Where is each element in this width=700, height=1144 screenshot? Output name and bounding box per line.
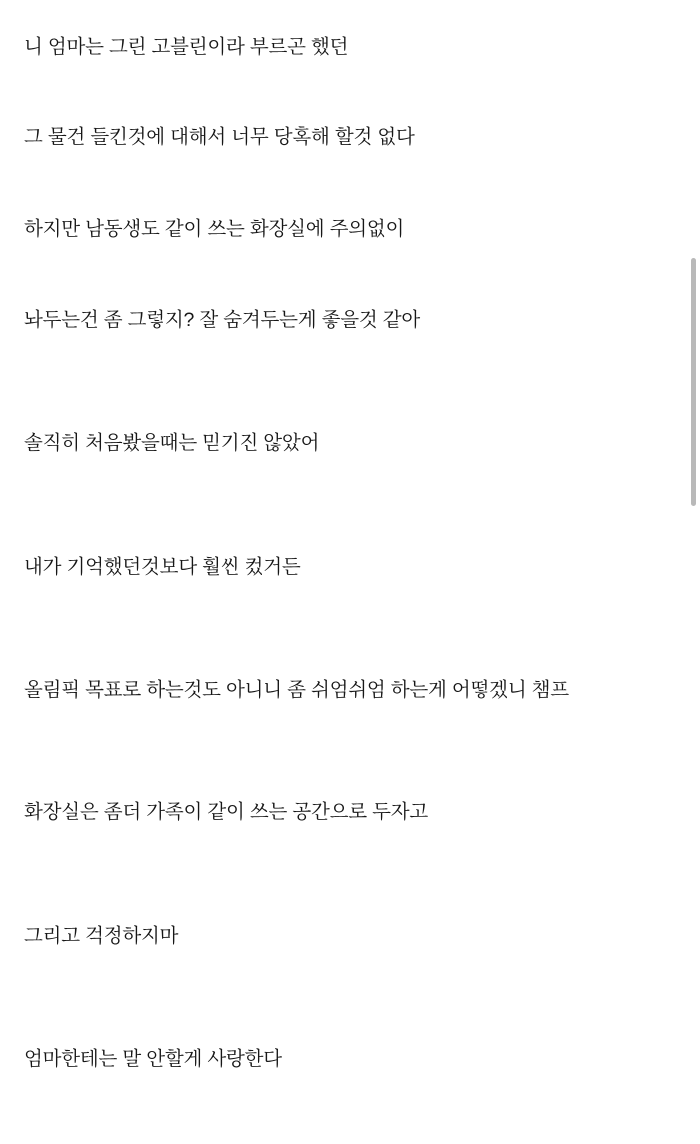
scrollbar-track[interactable]	[693, 0, 698, 1144]
text-line: 솔직히 처음봤을때는 믿기진 않았어	[24, 432, 320, 455]
text-line: 그 물건 들킨것에 대해서 너무 당혹해 할것 없다	[24, 126, 415, 149]
text-line: 올림픽 목표로 하는것도 아니니 좀 쉬엄쉬엄 하는게 어떻겠니 챔프	[24, 678, 569, 701]
text-line: 하지만 남동생도 같이 쓰는 화장실에 주의없이	[24, 217, 405, 240]
text-line: 엄마한테는 말 안할게 사랑한다	[24, 1047, 282, 1070]
text-line: 화장실은 좀더 가족이 같이 쓰는 공간으로 두자고	[24, 801, 429, 824]
text-line: 니 엄마는 그린 고블린이라 부르곤 했던	[24, 36, 349, 58]
text-line: 내가 기억했던것보다 훨씬 컸거든	[24, 555, 301, 578]
text-line: 놔두는건 좀 그렇지? 잘 숨겨두는게 좋을것 같아	[24, 308, 421, 331]
scrollbar-thumb[interactable]	[691, 258, 696, 506]
text-line: 그리고 걱정하지마	[24, 924, 179, 947]
